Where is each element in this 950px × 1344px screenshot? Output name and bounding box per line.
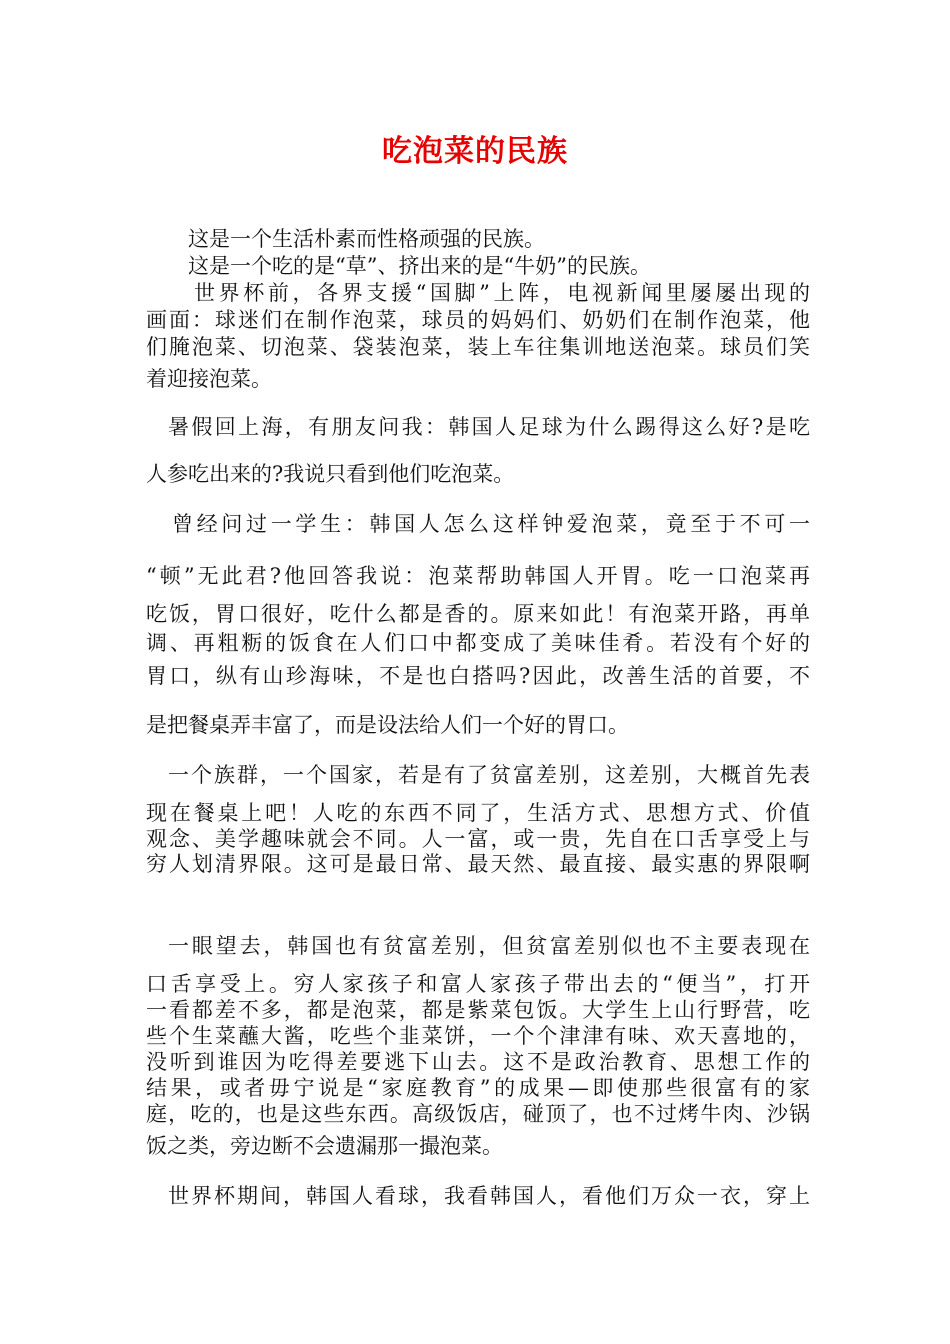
text-line: 暑假回上海，有朋友问我：韩国人足球为什么踢得这么好?是吃: [168, 415, 810, 439]
text-line: 调、再粗粝的饭食在人们口中都变成了美味佳肴。若没有个好的: [146, 631, 810, 655]
text-line: 这是一个吃的是“草”、挤出来的是“牛奶”的民族。: [188, 254, 651, 278]
text-line: 庭，吃的，也是这些东西。高级饭店，碰顶了，也不过烤牛肉、沙锅: [146, 1102, 810, 1126]
text-line: 穷人划清界限。这可是最日常、最天然、最直接、最实惠的界限啊: [146, 852, 810, 876]
text-line: 胃口，纵有山珍海味，不是也白搭吗?因此，改善生活的首要，不: [146, 664, 810, 688]
text-line: 人参吃出来的?我说只看到他们吃泡菜。: [146, 462, 515, 486]
text-line: 结果，或者毋宁说是“家庭教育”的成果—即使那些很富有的家: [146, 1076, 810, 1100]
text-line: 世界杯前，各界支援“国脚”上阵，电视新闻里屡屡出现的: [194, 281, 810, 305]
text-line: 画面：球迷们在制作泡菜，球员的妈妈们、奶奶们在制作泡菜，他: [146, 308, 810, 332]
text-line: 是把餐桌弄丰富了，而是设法给人们一个好的胃口。: [146, 713, 629, 737]
text-line: 些个生菜蘸大酱，吃些个韭菜饼，一个个津津有味、欢天喜地的，: [146, 1024, 810, 1048]
text-line: 口舌享受上。穷人家孩子和富人家孩子带出去的“便当”，打开: [146, 972, 810, 996]
text-line: 们腌泡菜、切泡菜、袋装泡菜，装上车往集训地送泡菜。球员们笑: [146, 335, 810, 359]
text-line: 饭之类，旁边断不会遗漏那一撮泡菜。: [146, 1134, 503, 1158]
text-line: 一看都差不多，都是泡菜，都是紫菜包饭。大学生上山行野营，吃: [146, 998, 810, 1022]
text-line: 一眼望去，韩国也有贫富差别，但贫富差别似也不主要表现在: [168, 934, 810, 958]
text-line: “顿”无此君?他回答我说：泡菜帮助韩国人开胃。吃一口泡菜再: [146, 564, 810, 588]
text-line: 这是一个生活朴素而性格顽强的民族。: [188, 227, 545, 251]
text-line: 没听到谁因为吃得差要逃下山去。这不是政治教育、思想工作的: [146, 1050, 810, 1074]
text-line: 现在餐桌上吧！人吃的东西不同了，生活方式、思想方式、价值: [146, 801, 810, 825]
text-line: 观念、美学趣味就会不同。人一富，或一贵，先自在口舌享受上与: [146, 827, 810, 851]
text-line: 着迎接泡菜。: [146, 367, 272, 391]
text-line: 一个族群，一个国家，若是有了贫富差别，这差别，大概首先表: [168, 763, 810, 787]
text-line: 曾经问过一学生：韩国人怎么这样钟爱泡菜，竟至于不可一: [172, 512, 810, 536]
text-line: 世界杯期间，韩国人看球，我看韩国人，看他们万众一衣，穿上: [168, 1184, 810, 1208]
article-title: 吃泡菜的民族: [382, 134, 568, 169]
text-line: 吃饭，胃口很好，吃什么都是香的。原来如此！有泡菜开路，再单: [146, 602, 810, 626]
